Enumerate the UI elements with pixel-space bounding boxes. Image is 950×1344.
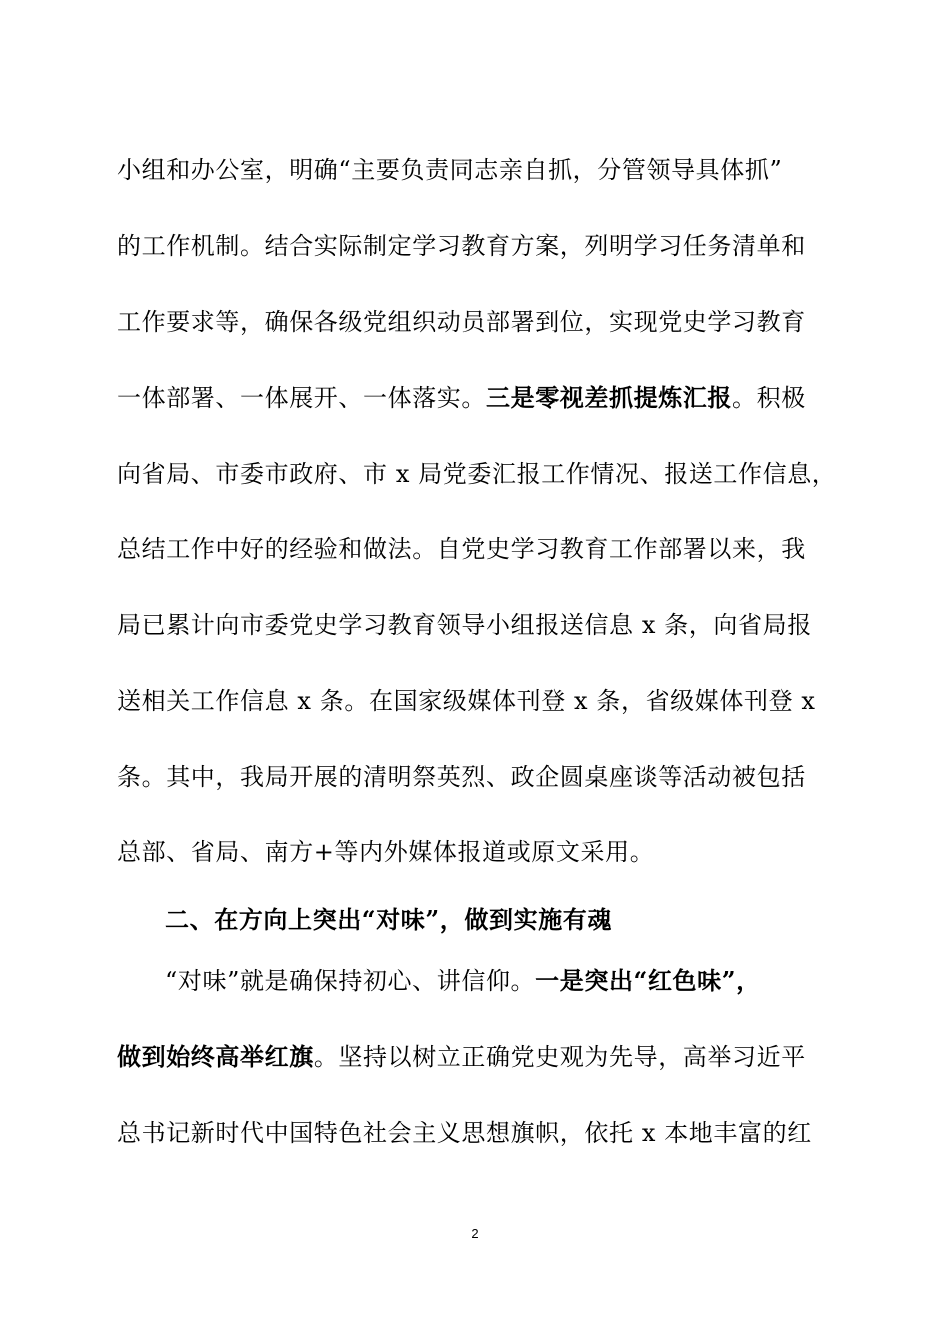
body-line-3 <box>117 307 847 337</box>
body-line-13 <box>117 1118 847 1148</box>
body-line-4 <box>117 383 847 413</box>
body-line-5 <box>117 459 847 489</box>
body-line-8 <box>117 686 847 716</box>
bold-text-run: 做到始终高举红旗 <box>117 1042 314 1071</box>
body-line-10 <box>117 837 847 867</box>
text-run: 的工作机制。结合实际制定学习教育方案，列明学习任务清单和 <box>117 232 806 260</box>
heading-text: 二、在方向上突出“对味”，做到实施有魂 <box>165 905 613 934</box>
section-heading <box>165 905 895 935</box>
body-line-11 <box>165 966 895 996</box>
body-line-9 <box>117 762 847 792</box>
text-run: 条。其中，我局开展的清明祭英烈、政企圆桌座谈等活动被包括 <box>117 763 806 791</box>
text-run: 工作要求等，确保各级党组织动员部署到位，实现党史学习教育 <box>117 308 806 336</box>
body-line-7 <box>117 610 847 640</box>
text-run: 。坚持以树立正确党史观为先导，高举习近平 <box>313 1043 806 1071</box>
text-run: “对味”就是确保持初心、讲信仰。 <box>165 967 536 995</box>
body-line-2 <box>117 231 847 261</box>
text-run: 总结工作中好的经验和做法。自党史学习教育工作部署以来，我 <box>117 535 806 563</box>
text-run: 局已累计向市委党史学习教育领导小组报送信息 x 条，向省局报 <box>117 611 812 639</box>
bold-text-run: 三是零视差抓提炼汇报 <box>486 383 732 412</box>
text-run: 。积极 <box>732 384 806 412</box>
body-line-1 <box>117 155 847 185</box>
text-run: 总书记新时代中国特色社会主义思想旗帜，依托 x 本地丰富的红 <box>117 1119 812 1147</box>
page-number: 2 <box>471 1226 479 1241</box>
bold-text-run: 一是突出“红色味”， <box>535 966 761 995</box>
text-run: 一体部署、一体展开、一体落实。 <box>117 384 486 412</box>
body-line-6 <box>117 534 847 564</box>
text-run: 向省局、市委市政府、市 x 局党委汇报工作情况、报送工作信息， <box>117 460 837 488</box>
text-run: 小组和办公室，明确“主要负责同志亲自抓，分管领导具体抓” <box>117 156 783 184</box>
text-run: 总部、省局、南方+等内外媒体报道或原文采用。 <box>117 838 655 866</box>
body-line-12 <box>117 1042 847 1072</box>
text-run: 送相关工作信息 x 条。在国家级媒体刊登 x 条，省级媒体刊登 x <box>117 687 816 715</box>
